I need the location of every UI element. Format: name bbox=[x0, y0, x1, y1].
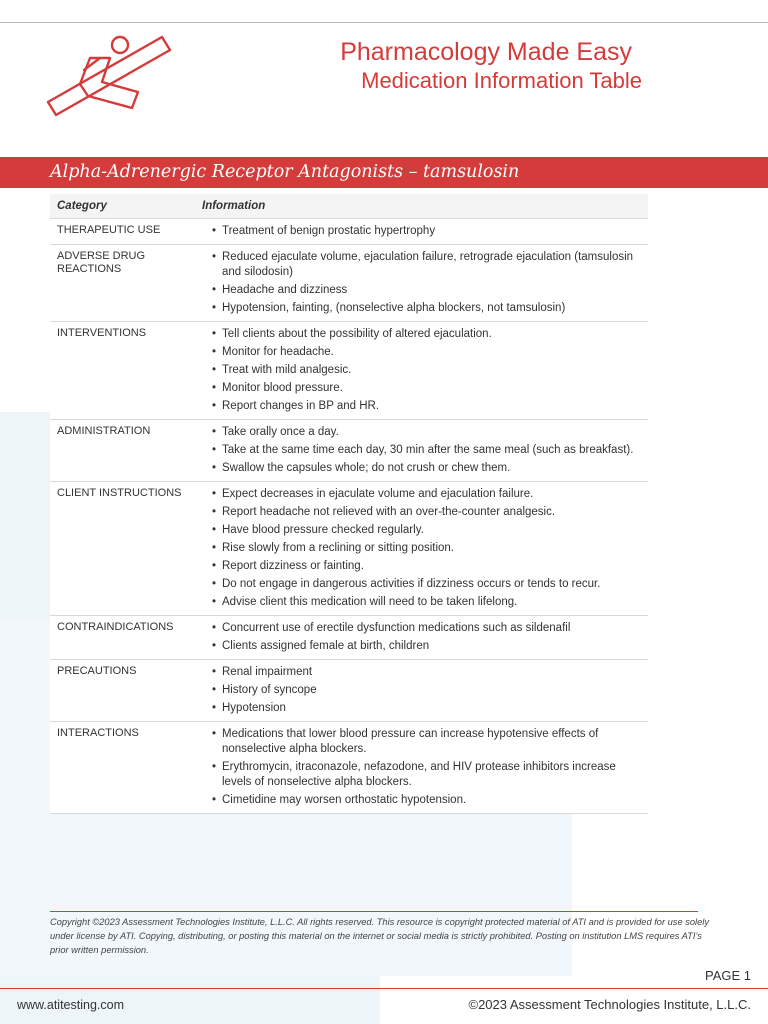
list-item: • Monitor for headache. bbox=[202, 345, 648, 360]
table-row bbox=[50, 482, 648, 616]
page-number: PAGE 1 bbox=[704, 968, 751, 983]
table-row bbox=[50, 219, 648, 245]
list-item: • Renal impairment bbox=[202, 665, 648, 680]
list-item: • Erythromycin, itraconazole, nefazodone, and HIV protease inhibitors increase levels of nonselective alpha blockers. bbox=[202, 760, 648, 790]
list-item: • Treat with mild analgesic. bbox=[202, 363, 648, 378]
information-cell bbox=[202, 224, 648, 242]
list-item: • Take orally once a day. bbox=[202, 425, 648, 440]
list-item: • Reduced ejaculate volume, ejaculation failure, retrograde ejaculation (tamsulosin and silodosin) bbox=[202, 250, 648, 280]
list-item: • Advise client this medication will need to be taken lifelong. bbox=[202, 595, 648, 610]
top-rule bbox=[0, 22, 768, 23]
list-item: • Have blood pressure checked regularly. bbox=[202, 523, 648, 538]
information-cell bbox=[202, 250, 648, 319]
list-item: • Headache and dizziness bbox=[202, 283, 648, 298]
category-cell: PRECAUTIONS bbox=[57, 665, 137, 677]
footer-rule bbox=[50, 911, 698, 912]
information-cell bbox=[202, 487, 648, 613]
information-cell bbox=[202, 727, 648, 811]
list-item: • Report dizziness or fainting. bbox=[202, 559, 648, 574]
table-row bbox=[50, 245, 648, 322]
medication-table bbox=[50, 194, 648, 814]
copyright-notice: Copyright ©2023 Assessment Technologies Institute, L.L.C. All rights reserved. This resource is copyright protected material of ATI and is provided for use solely under license by ATI. Copying, distributing, or posting this material on the internet or social media is strictly prohibited. Posting on institution LMS requires ATI’s prior written permission. bbox=[50, 917, 709, 955]
category-cell: INTERACTIONS bbox=[57, 727, 139, 739]
information-cell bbox=[202, 327, 648, 417]
header-title: Pharmacology Made Easy bbox=[340, 38, 632, 66]
list-item: • Rise slowly from a reclining or sitting position. bbox=[202, 541, 648, 556]
header-subtitle: Medication Information Table bbox=[361, 68, 642, 93]
list-item: • Take at the same time each day, 30 min after the same meal (such as breakfast). bbox=[202, 443, 648, 458]
ati-figure-logo bbox=[40, 30, 180, 125]
company-copyright: ©2023 Assessment Technologies Institute, L.L.C. bbox=[468, 997, 751, 1012]
category-cell: ADMINISTRATION bbox=[57, 425, 151, 437]
list-item: • Report changes in BP and HR. bbox=[202, 399, 648, 414]
table-row bbox=[50, 616, 648, 660]
information-column-header: Information bbox=[202, 200, 266, 212]
category-cell: INTERVENTIONS bbox=[57, 327, 147, 339]
list-item: • Report headache not relieved with an over-the-counter analgesic. bbox=[202, 505, 648, 520]
table-header bbox=[50, 194, 648, 219]
category-cell: THERAPEUTIC USE bbox=[57, 224, 161, 236]
footer-bottom-rule bbox=[0, 988, 768, 989]
list-item: • Cimetidine may worsen orthostatic hypotension. bbox=[202, 793, 648, 808]
list-item: • History of syncope bbox=[202, 683, 648, 698]
list-item: • Hypotension, fainting, (nonselective alpha blockers, not tamsulosin) bbox=[202, 301, 648, 316]
category-cell: ADVERSE DRUG REACTIONS bbox=[57, 250, 146, 275]
list-item: • Monitor blood pressure. bbox=[202, 381, 648, 396]
table-row bbox=[50, 322, 648, 420]
information-cell bbox=[202, 425, 648, 479]
list-item: • Treatment of benign prostatic hypertrophy bbox=[202, 224, 648, 239]
information-cell bbox=[202, 665, 648, 719]
table-row bbox=[50, 420, 648, 482]
list-item: • Medications that lower blood pressure can increase hypotensive effects of nonselective alpha blockers. bbox=[202, 727, 648, 757]
category-cell: CONTRAINDICATIONS bbox=[57, 621, 174, 633]
website-link[interactable]: www.atitesting.com bbox=[17, 998, 124, 1012]
table-row bbox=[50, 660, 648, 722]
information-cell bbox=[202, 621, 648, 657]
list-item: • Do not engage in dangerous activities if dizziness occurs or tends to recur. bbox=[202, 577, 648, 592]
list-item: • Expect decreases in ejaculate volume and ejaculation failure. bbox=[202, 487, 648, 502]
list-item: • Hypotension bbox=[202, 701, 648, 716]
list-item: • Concurrent use of erectile dysfunction medications such as sildenafil bbox=[202, 621, 648, 636]
category-column-header: Category bbox=[57, 200, 107, 212]
list-item: • Tell clients about the possibility of altered ejaculation. bbox=[202, 327, 648, 342]
list-item: • Clients assigned female at birth, children bbox=[202, 639, 648, 654]
category-cell: CLIENT INSTRUCTIONS bbox=[57, 487, 182, 499]
banner-title: Alpha-Adrenergic Receptor Antagonists – tamsulosin bbox=[50, 162, 520, 182]
list-item: • Swallow the capsules whole; do not crush or chew them. bbox=[202, 461, 648, 476]
table-row bbox=[50, 722, 648, 814]
